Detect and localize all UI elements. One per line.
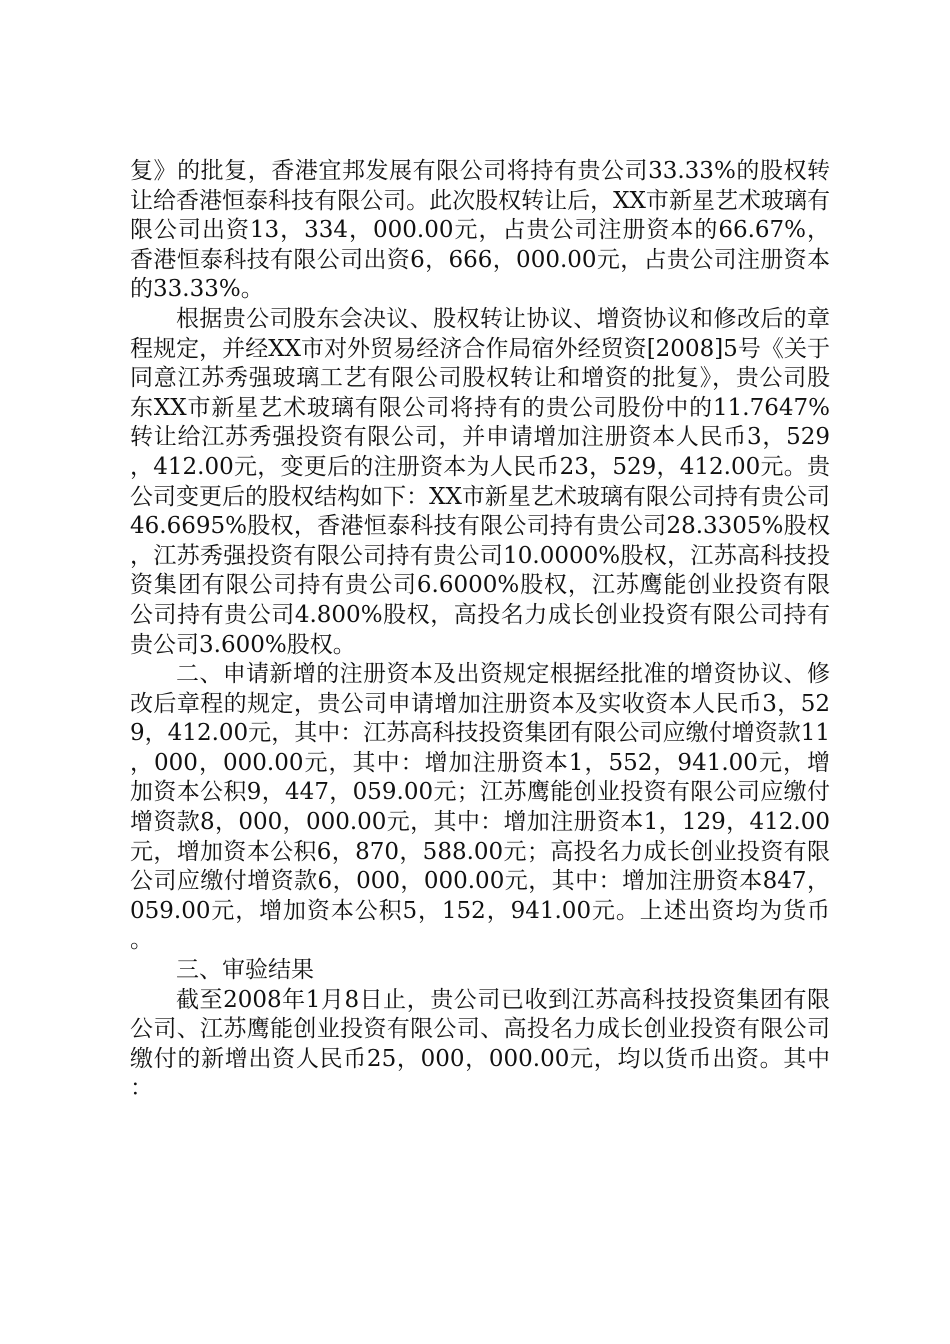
paragraph-shareholder-resolution: 根据贵公司股东会决议、股权转让协议、增资协议和修改后的章程规定，并经XX市对外贸易经济合作局宿外经贸资[2008]5号《关于同意江苏秀强玻璃工艺有限公司股权转让和增资的批复》，贵公司股东XX市新星艺术玻璃有限公司将持有的贵公司股份中的11.7647%转让给江苏秀强投资有限公司，并申请增加注册资本人民币3，529，412.00元，变更后的注册资本为人民币23，529，412.00元。贵公司变更后的股权结构如下：XX市新星艺术玻璃有限公司持有贵公司46.6695%股权，香港恒泰科技有限公司持有贵公司28.3305%股权，江苏秀强投资有限公司持有贵公司10.0000%股权，江苏高科技投资集团有限公司持有贵公司6.6000%股权，江苏鹰能创业投资有限公司持有贵公司4.800%股权，高投名力成长创业投资有限公司持有贵公司3.600%股权。 [130,305,830,658]
document-body [130,157,830,1104]
paragraph-equity-transfer-continued: 复》的批复，香港宜邦发展有限公司将持有贵公司33.33%的股权转让给香港恒泰科技有限公司。此次股权转让后，XX市新星艺术玻璃有限公司出资13，334，000.00元，占贵公司注册资本的66.67%，香港恒泰科技有限公司出资6，666，000.00元，占贵公司注册资本的33.33%。 [130,158,830,303]
paragraph-audit-results: 截至2008年1月8日止，贵公司已收到江苏高科技投资集团有限公司、江苏鹰能创业投资有限公司、高投名力成长创业投资有限公司缴付的新增出资人民币25，000，000.00元，均以货币出资。其中： [130,986,830,1102]
section-heading-audit-results: 三、审验结果 [176,957,314,984]
paragraph-new-capital-section: 二、申请新增的注册资本及出资规定根据经批准的增资协议、修改后章程的规定，贵公司申请增加注册资本及实收资本人民币3，529，412.00元，其中：江苏高科技投资集团有限公司应缴付增资款11，000，000.00元，其中：增加注册资本1，552，941.00元，增加资本公积9，447，059.00元；江苏鹰能创业投资有限公司应缴付增资款8，000，000.00元，其中：增加注册资本1，129，412.00元，增加资本公积6，870，588.00元；高投名力成长创业投资有限公司应缴付增资款6，000，000.00元，其中：增加注册资本847，059.00元，增加资本公积5，152，941.00元。上述出资均为货币。 [130,661,830,954]
